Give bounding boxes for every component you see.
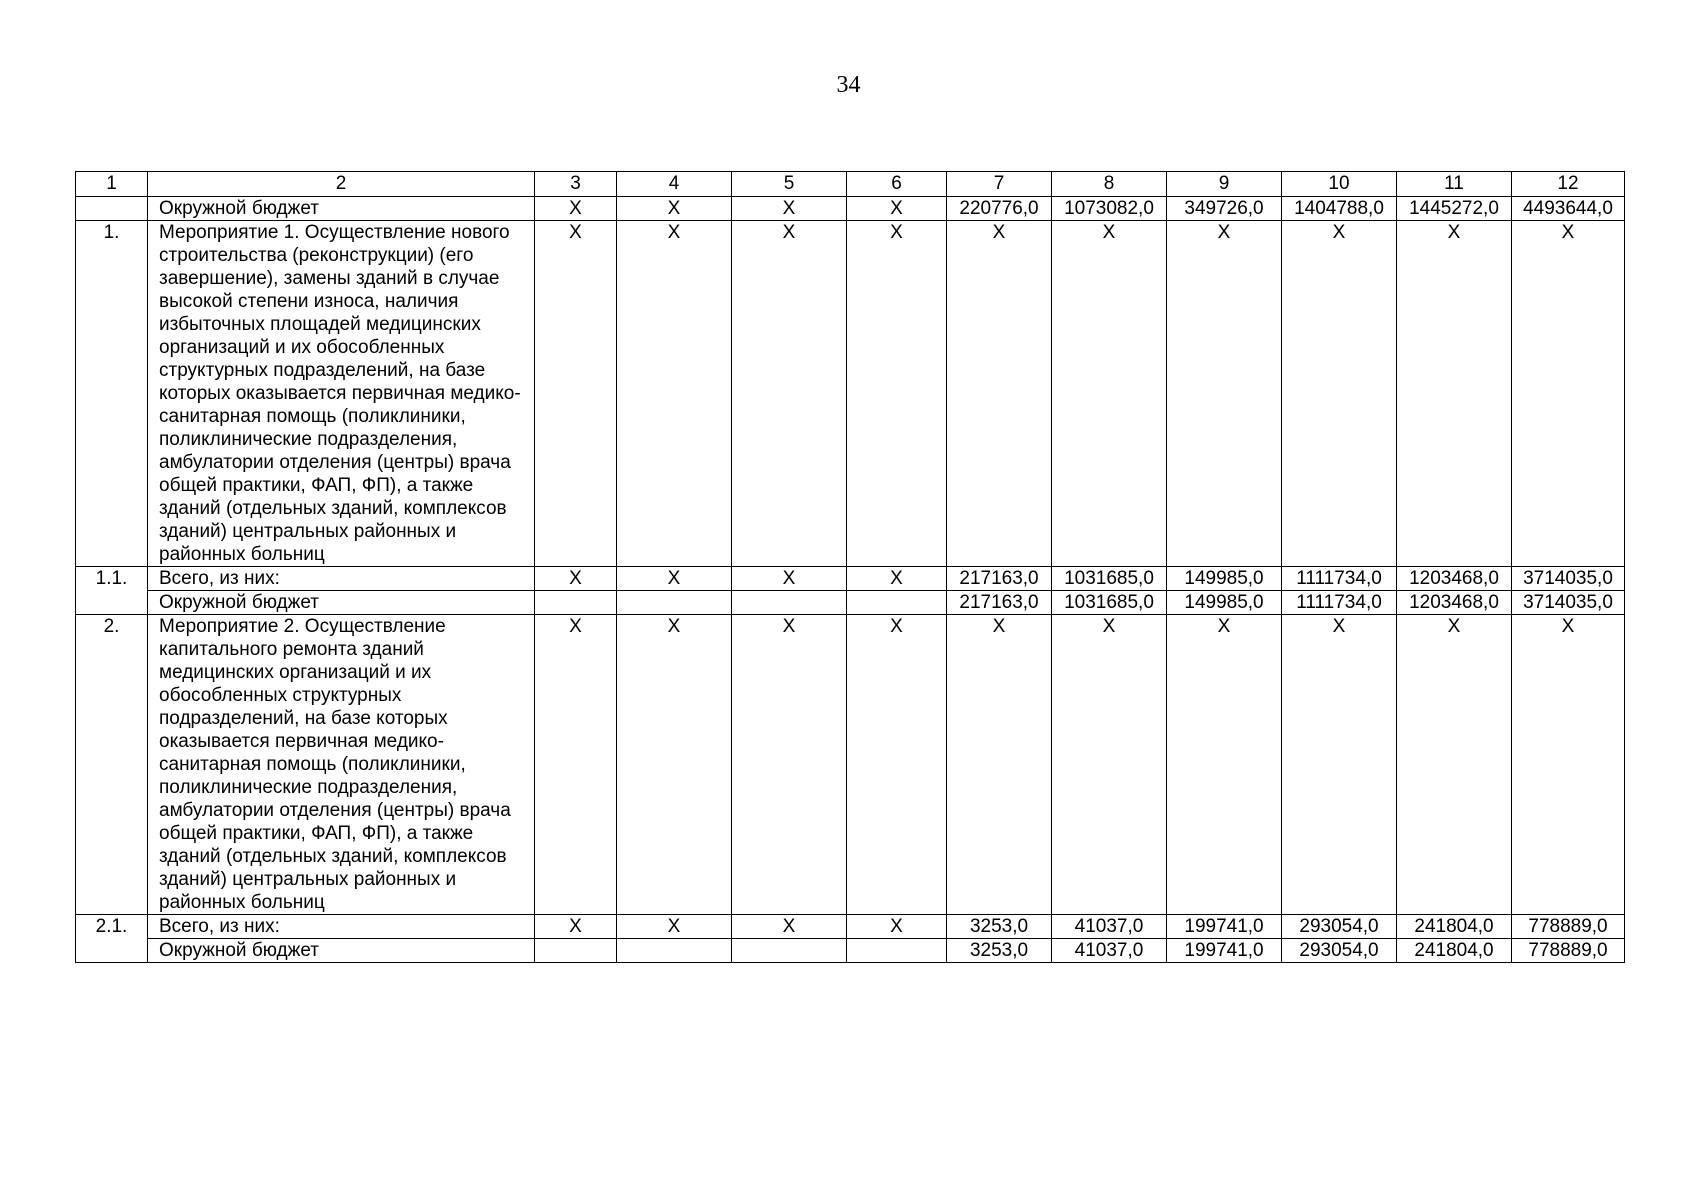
- value-cell: [847, 591, 947, 615]
- value-cell: 1404788,0: [1282, 197, 1397, 221]
- value-cell: [535, 939, 617, 963]
- value-cell: 241804,0: [1397, 915, 1512, 939]
- value-cell: 149985,0: [1167, 567, 1282, 591]
- table-row: [76, 197, 1625, 221]
- header-cell: 10: [1282, 172, 1397, 197]
- value-cell: [847, 939, 947, 963]
- value-cell: X: [847, 567, 947, 591]
- value-cell: X: [617, 615, 732, 915]
- row-number-cell: 2.: [76, 615, 148, 915]
- value-cell: X: [617, 915, 732, 939]
- table-row: [76, 591, 1625, 615]
- value-cell: [617, 591, 732, 615]
- value-cell: 293054,0: [1282, 915, 1397, 939]
- value-cell: X: [732, 915, 847, 939]
- value-cell: X: [732, 197, 847, 221]
- value-cell: X: [1397, 221, 1512, 567]
- value-cell: X: [1167, 221, 1282, 567]
- value-cell: 41037,0: [1052, 915, 1167, 939]
- value-cell: [732, 939, 847, 963]
- value-cell: X: [947, 221, 1052, 567]
- value-cell: X: [617, 567, 732, 591]
- row-number-cell: [76, 197, 148, 221]
- header-cell: 2: [148, 172, 535, 197]
- value-cell: 1031685,0: [1052, 591, 1167, 615]
- value-cell: 3714035,0: [1512, 591, 1625, 615]
- row-number-cell: 2.1.: [76, 915, 148, 963]
- value-cell: 1031685,0: [1052, 567, 1167, 591]
- table-row: [76, 915, 1625, 939]
- value-cell: 3253,0: [947, 939, 1052, 963]
- table-row: [76, 615, 1625, 915]
- value-cell: X: [1397, 615, 1512, 915]
- value-cell: 199741,0: [1167, 939, 1282, 963]
- row-name-cell: Всего, из них:: [148, 567, 535, 591]
- row-number-cell: 1.: [76, 221, 148, 567]
- value-cell: X: [847, 197, 947, 221]
- row-name-cell: Мероприятие 2. Осуществление капитального ремонта зданий медицинских организаций и их обособленных структурных подразделений, на базе которых оказывается первичная медико-санитарная помощь (поликлиники, поликлинические подразделения, амбулатории отделения (центры) врача общей практики, ФАП, ФП), а также зданий (отдельных зданий, комплексов зданий) центральных районных и районных больниц: [148, 615, 535, 915]
- table-row: [76, 939, 1625, 963]
- value-cell: 1073082,0: [1052, 197, 1167, 221]
- value-cell: 1445272,0: [1397, 197, 1512, 221]
- value-cell: 41037,0: [1052, 939, 1167, 963]
- value-cell: 217163,0: [947, 591, 1052, 615]
- value-cell: X: [535, 915, 617, 939]
- value-cell: X: [535, 567, 617, 591]
- value-cell: X: [847, 615, 947, 915]
- value-cell: 778889,0: [1512, 939, 1625, 963]
- value-cell: X: [847, 221, 947, 567]
- value-cell: X: [732, 615, 847, 915]
- value-cell: 1203468,0: [1397, 591, 1512, 615]
- header-cell: 9: [1167, 172, 1282, 197]
- budget-table: [75, 171, 1625, 963]
- value-cell: X: [535, 197, 617, 221]
- value-cell: 293054,0: [1282, 939, 1397, 963]
- header-cell: 1: [76, 172, 148, 197]
- value-cell: 3714035,0: [1512, 567, 1625, 591]
- value-cell: [732, 591, 847, 615]
- page-number: 34: [836, 72, 861, 98]
- value-cell: 149985,0: [1167, 591, 1282, 615]
- value-cell: X: [847, 915, 947, 939]
- header-cell: 7: [947, 172, 1052, 197]
- row-number-cell: 1.1.: [76, 567, 148, 615]
- row-name-cell: Окружной бюджет: [148, 591, 535, 615]
- value-cell: [617, 939, 732, 963]
- row-name-cell: Окружной бюджет: [148, 939, 535, 963]
- value-cell: 349726,0: [1167, 197, 1282, 221]
- row-name-cell: Окружной бюджет: [148, 197, 535, 221]
- value-cell: X: [732, 567, 847, 591]
- header-cell: 3: [535, 172, 617, 197]
- value-cell: 241804,0: [1397, 939, 1512, 963]
- value-cell: X: [1052, 221, 1167, 567]
- value-cell: X: [1167, 615, 1282, 915]
- value-cell: X: [1512, 615, 1625, 915]
- value-cell: X: [1282, 221, 1397, 567]
- header-cell: 8: [1052, 172, 1167, 197]
- value-cell: X: [617, 221, 732, 567]
- table-row: [76, 221, 1625, 567]
- header-cell: 11: [1397, 172, 1512, 197]
- value-cell: [535, 591, 617, 615]
- value-cell: X: [535, 615, 617, 915]
- value-cell: X: [947, 615, 1052, 915]
- value-cell: X: [732, 221, 847, 567]
- value-cell: 220776,0: [947, 197, 1052, 221]
- header-cell: 12: [1512, 172, 1625, 197]
- value-cell: 1203468,0: [1397, 567, 1512, 591]
- value-cell: X: [1512, 221, 1625, 567]
- value-cell: 3253,0: [947, 915, 1052, 939]
- value-cell: X: [617, 197, 732, 221]
- header-cell: 4: [617, 172, 732, 197]
- value-cell: X: [535, 221, 617, 567]
- value-cell: 1111734,0: [1282, 591, 1397, 615]
- table-row: [76, 567, 1625, 591]
- row-name-cell: Мероприятие 1. Осуществление нового строительства (реконструкции) (его завершение), замены зданий в случае высокой степени износа, наличия избыточных площадей медицинских организаций и их обособленных структурных подразделений, на базе которых оказывается первичная медико-санитарная помощь (поликлиники, поликлинические подразделения, амбулатории отделения (центры) врача общей практики, ФАП, ФП), а также зданий (отдельных зданий, комплексов зданий) центральных районных и районных больниц: [148, 221, 535, 567]
- value-cell: 778889,0: [1512, 915, 1625, 939]
- value-cell: X: [1052, 615, 1167, 915]
- header-cell: 5: [732, 172, 847, 197]
- header-cell: 6: [847, 172, 947, 197]
- value-cell: 1111734,0: [1282, 567, 1397, 591]
- value-cell: X: [1282, 615, 1397, 915]
- value-cell: 4493644,0: [1512, 197, 1625, 221]
- value-cell: 199741,0: [1167, 915, 1282, 939]
- row-name-cell: Всего, из них:: [148, 915, 535, 939]
- table-header-row: [76, 172, 1625, 197]
- value-cell: 217163,0: [947, 567, 1052, 591]
